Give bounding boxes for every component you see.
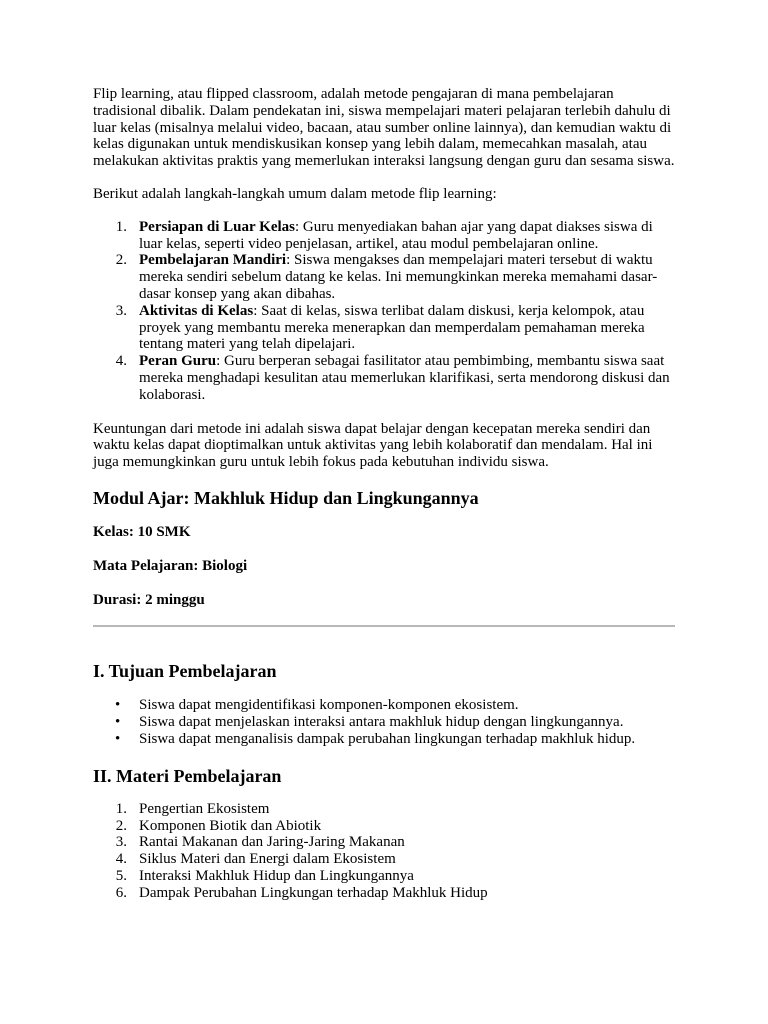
objective-item: [93, 697, 677, 714]
objective-text: Siswa dapat menjelaskan interaksi antara makhluk hidup dengan lingkungannya.: [139, 714, 624, 731]
subject-label: Mata Pelajaran: Biologi: [93, 557, 248, 574]
material-number: 1.: [115, 800, 127, 817]
step-number: 1.: [115, 218, 127, 235]
document-content: [93, 86, 677, 902]
horizontal-divider: [93, 625, 675, 627]
bullet-icon: •: [115, 714, 121, 731]
material-text: Pengertian Ekosistem: [139, 800, 270, 817]
step-description: : Guru berperan sebagai fasilitator atau pembimbing, membantu siswa saat mereka menghadapi kesulitan atau memerlukan klarifikasi, serta mendorong diskusi dan kolaborasi.: [139, 353, 670, 403]
bullet-icon: •: [115, 697, 121, 714]
objectives-list: [93, 697, 677, 747]
objective-text: Siswa dapat mengidentifikasi komponen-komponen ekosistem.: [139, 697, 519, 714]
intro-paragraph: Flip learning, atau flipped classroom, adalah metode pengajaran di mana pembelajaran tradisional dibalik. Dalam pendekatan ini, siswa mempelajari materi pelajaran terlebih dahulu di luar kelas (misalnya melalui video, bacaan, atau sumber online lainnya), dan kemudian waktu di kelas digunakan untuk mendiskusikan konsep yang lebih dalam, memecahkan masalah, atau melakukan aktivitas praktis yang memerlukan interaksi langsung dengan guru dan sesama siswa.: [93, 86, 675, 170]
material-item: [93, 885, 677, 902]
step-description: : Siswa mengakses dan mempelajari materi tersebut di waktu mereka sendiri sebelum datang ke kelas. Ini memungkinkan mereka memahami dasar-dasar konsep yang akan dibahas.: [139, 252, 658, 302]
section-heading-objectives: I. Tujuan Pembelajaran: [93, 661, 277, 682]
step-term: Persiapan di Luar Kelas: [139, 218, 295, 235]
step-number: 3.: [115, 302, 127, 319]
material-number: 3.: [115, 834, 127, 851]
material-text: Rantai Makanan dan Jaring-Jaring Makanan: [139, 834, 405, 851]
objective-text: Siswa dapat menganalisis dampak perubahan lingkungan terhadap makhluk hidup.: [139, 730, 636, 747]
material-number: 6.: [115, 884, 127, 901]
material-text: Komponen Biotik dan Abiotik: [139, 817, 322, 834]
material-number: 4.: [115, 851, 127, 868]
steps-list: [93, 219, 677, 404]
objective-item: [93, 731, 677, 748]
materials-list: [93, 801, 677, 902]
step-term: Aktivitas di Kelas: [139, 302, 254, 319]
material-item: [93, 801, 677, 818]
material-text: Interaksi Makhluk Hidup dan Lingkungannya: [139, 867, 414, 884]
material-number: 5.: [115, 867, 127, 884]
step-description: : Guru menyediakan bahan ajar yang dapat diakses siswa di luar kelas, seperti video penjelasan, artikel, atau modul pembelajaran online.: [139, 218, 653, 252]
step-item: [93, 353, 677, 403]
duration-label: Durasi: 2 minggu: [93, 591, 205, 608]
material-item: [93, 868, 677, 885]
class-label: Kelas: 10 SMK: [93, 523, 191, 540]
material-item: [93, 818, 677, 835]
step-item: [93, 219, 677, 253]
material-item: [93, 851, 677, 868]
material-text: Dampak Perubahan Lingkungan terhadap Makhluk Hidup: [139, 884, 488, 901]
material-item: [93, 834, 677, 851]
module-title: Modul Ajar: Makhluk Hidup dan Lingkungannya: [93, 487, 479, 508]
step-term: Peran Guru: [139, 353, 217, 370]
objective-item: [93, 714, 677, 731]
material-text: Siklus Materi dan Energi dalam Ekosistem: [139, 851, 396, 868]
material-number: 2.: [115, 817, 127, 834]
section-heading-materials: II. Materi Pembelajaran: [93, 765, 282, 786]
step-number: 2.: [115, 252, 127, 269]
step-item: [93, 252, 677, 302]
step-item: [93, 303, 677, 353]
steps-intro-paragraph: Berikut adalah langkah-langkah umum dalam metode flip learning:: [93, 185, 497, 202]
bullet-icon: •: [115, 730, 121, 747]
step-number: 4.: [115, 353, 127, 370]
step-term: Pembelajaran Mandiri: [139, 252, 287, 269]
advantages-paragraph: Keuntungan dari metode ini adalah siswa dapat belajar dengan kecepatan mereka sendiri dan waktu kelas dapat dioptimalkan untuk aktivitas yang lebih kolaboratif dan mendalam. Hal ini juga memungkinkan guru untuk lebih fokus pada kebutuhan individu siswa.: [93, 420, 653, 471]
step-description: : Saat di kelas, siswa terlibat dalam diskusi, kerja kelompok, atau proyek yang membantu mereka menerapkan dan memperdalam pemahaman mereka tentang materi yang telah dipelajari.: [139, 302, 645, 353]
